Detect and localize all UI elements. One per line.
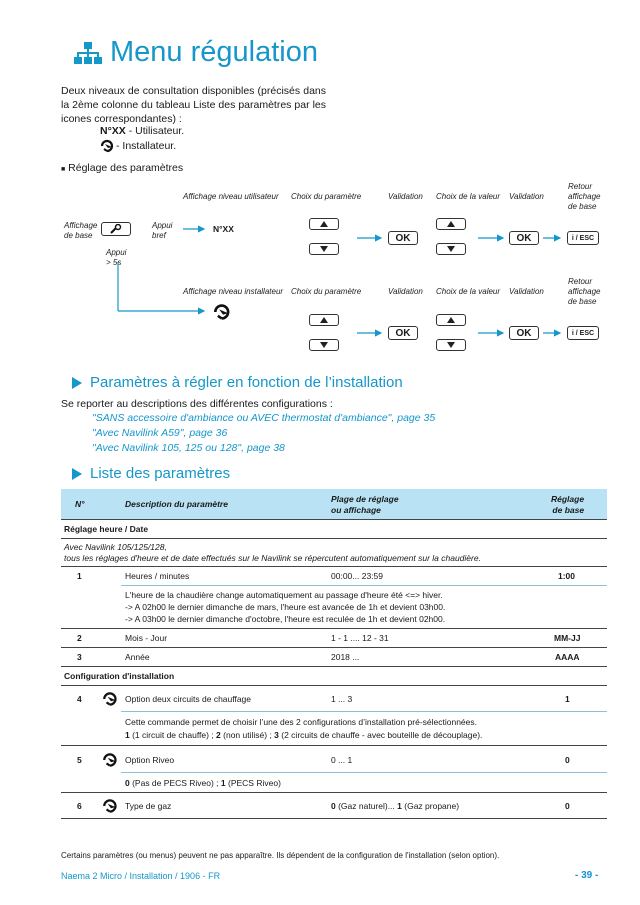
option-text: (Gaz propane) [401,801,460,811]
section1-text: Se reporter au descriptions des différentes configurations : [61,398,333,410]
row-plage: 0 ... 1 [331,755,353,765]
divider [61,666,607,667]
divider [61,685,607,686]
esc-button-2[interactable]: i / ESC [567,326,599,340]
row-base: AAAA [555,652,580,662]
option-value: 0 [331,801,336,811]
installer-icon [212,303,234,321]
row-desc: Option deux circuits de chauffage [125,694,252,704]
label-appui-long: Appui > 5s [106,248,127,267]
row-base: 0 [565,755,570,765]
divider [61,538,607,539]
footer-document: Naema 2 Micro / Installation / 1906 - FR [61,871,221,881]
divider [121,711,607,712]
label-choix-param-2: Choix du paramètre [291,287,362,296]
up-button-param-2[interactable] [309,314,339,326]
footer-note: Certains paramètres (ou menus) peuvent ne pas apparaître. Ils dépendent de la configuration de l'installation (selon option). [61,851,500,860]
up-arrow-icon [320,317,328,323]
option-value: 1 [220,778,226,788]
installer-icon [102,691,120,707]
row-detail: -> A 03h00 le dernier dimanche d'octobre, l'heure est reculée de 1h et devient 02h00. [125,614,446,624]
label-affichage-installateur: Affichage niveau installateur [183,287,284,296]
option-value: 0 [125,778,130,788]
label-retour-2: Retour affichage de base [568,277,601,306]
installer-icon [102,798,120,814]
section-title: Paramètres à régler en fonction de l’installation [90,374,403,391]
row-plage: 1 ... 3 [331,694,353,704]
user-label: - Utilisateur. [125,125,185,137]
row-plage: 1 - 1 .... 12 - 31 [331,633,389,643]
row-desc: Type de gaz [125,801,172,811]
down-button-valeur-2[interactable] [436,339,466,351]
row-num: 4 [77,694,82,704]
play-icon [72,377,82,389]
row-base: 1 [565,694,570,704]
divider [61,647,607,648]
row-detail: -> A 02h00 le dernier dimanche de mars, l'heure est avancée de 1h et devient 03h00. [125,602,446,612]
divider [61,519,607,520]
row-num: 3 [77,652,82,662]
row-desc: Option Riveo [125,755,175,765]
row-detail: Cette commande permet de choisir l’une des 2 configurations d’installation pré-sélectionnées. [125,717,477,727]
diagram-lines [0,0,640,360]
down-button-valeur-1[interactable] [436,243,466,255]
ok-button-4[interactable]: OK [509,326,539,340]
down-button-param-2[interactable] [309,339,339,351]
divider [61,566,607,567]
option-value: 1 [125,730,130,740]
divider [61,792,607,793]
label-choix-param-1: Choix du paramètre [291,192,362,201]
row-base: 1:00 [558,571,576,581]
row-desc: Année [125,652,150,662]
label-choix-valeur-1: Choix de la valeur [436,192,501,201]
label-validation-1: Validation [388,192,423,201]
row-desc: Mois - Jour [125,633,168,643]
option-value: 3 [274,730,279,740]
label-affichage-utilisateur: Affichage niveau utilisateur [183,192,279,201]
installer-label: - Installateur. [116,140,177,152]
row-plage [331,801,459,812]
up-arrow-icon [320,221,328,227]
row-num: 5 [77,755,82,765]
installer-icon [102,752,120,768]
option-text: (1 circuit de chauffe) ; [129,730,217,740]
up-button-param-1[interactable] [309,218,339,230]
label-validation-4: Validation [509,287,544,296]
row-num: 2 [77,633,82,643]
up-arrow-icon [447,221,455,227]
note-navilink-2: tous les réglages d'heure et de date effectués sur le Navilink se répercutent automatiquement sur la chaudière. [64,553,481,563]
divider [121,585,607,586]
header-base: Réglage de base [551,494,585,515]
down-arrow-icon [320,342,328,348]
header-desc: Description du paramètre [125,499,228,509]
row-base: 0 [565,801,570,811]
ok-button-1[interactable]: OK [388,231,418,245]
bullet: ■ [61,166,66,173]
section-title: Liste des paramètres [90,465,231,482]
group-configuration: Configuration d'installation [64,671,175,681]
row-plage: 00:00... 23:59 [331,571,383,581]
play-icon [72,468,82,480]
option-text: (non utilisé) ; [220,730,275,740]
group-heure-date: Réglage heure / Date [64,524,149,534]
page-number: - 39 - [575,870,599,881]
config-link-1[interactable]: "SANS accessoire d'ambiance ou AVEC thermostat d'ambiance", page 35 [92,412,436,424]
label-choix-valeur-2: Choix de la valeur [436,287,501,296]
option-value: 1 [397,801,402,811]
intro-text: Deux niveaux de consultation disponibles (précisés dans la 2ème colonne du tableau Liste des paramètres par les icones correspondantes) : [61,85,326,125]
row-plage: 2018 ... [331,652,360,662]
down-arrow-icon [447,342,455,348]
divider [61,628,607,629]
header-num: N° [75,499,85,509]
header-plage: Plage de réglage ou affichage [331,494,399,515]
page-title-text: Menu régulation [110,36,318,68]
label-retour-1: Retour affichage de base [568,182,601,211]
user-code-display: N°XX [213,224,234,234]
note-navilink-1: Avec Navilink 105/125/128, [64,542,167,552]
label-affichage-base: Affichage de base [64,221,98,240]
up-button-valeur-2[interactable] [436,314,466,326]
label-appui-bref: Appui bref [152,221,173,240]
row-detail: L'heure de la chaudière change automatiquement au passage d'heure été <=> hiver. [125,590,443,600]
ok-button-3[interactable]: OK [388,326,418,340]
row-detail [125,778,281,789]
up-button-valeur-1[interactable] [436,218,466,230]
row-detail [125,730,482,741]
up-arrow-icon [447,317,455,323]
down-button-param-1[interactable] [309,243,339,255]
section-liste-parametres [72,465,230,482]
down-arrow-icon [447,246,455,252]
row-num: 6 [77,801,82,811]
row-num: 1 [77,571,82,581]
divider [61,818,607,819]
config-link-3[interactable]: "Avec Navilink 105, 125 ou 128", page 38 [92,442,285,454]
user-code: N°XX [100,125,126,137]
row-desc: Heures / minutes [125,571,190,581]
option-text: (Gaz naturel)... [335,801,398,811]
option-text: (Pas de PECS Riveo) ; [129,778,221,788]
divider [121,772,607,773]
ok-button-2[interactable]: OK [509,231,539,245]
row-base: MM-JJ [554,633,581,643]
config-link-2[interactable]: "Avec Navilink A59", page 36 [92,427,228,439]
option-text: (PECS Riveo) [225,778,281,788]
divider [61,745,607,746]
label-validation-3: Validation [388,287,423,296]
option-value: 2 [216,730,221,740]
down-arrow-icon [320,246,328,252]
esc-button-1[interactable]: i / ESC [567,231,599,245]
option-text: (2 circuits de chauffe - avec bouteille de découplage). [278,730,483,740]
section-parametres-installation [72,374,403,391]
label-validation-2: Validation [509,192,544,201]
reglage-label: Réglage des paramètres [68,162,184,174]
